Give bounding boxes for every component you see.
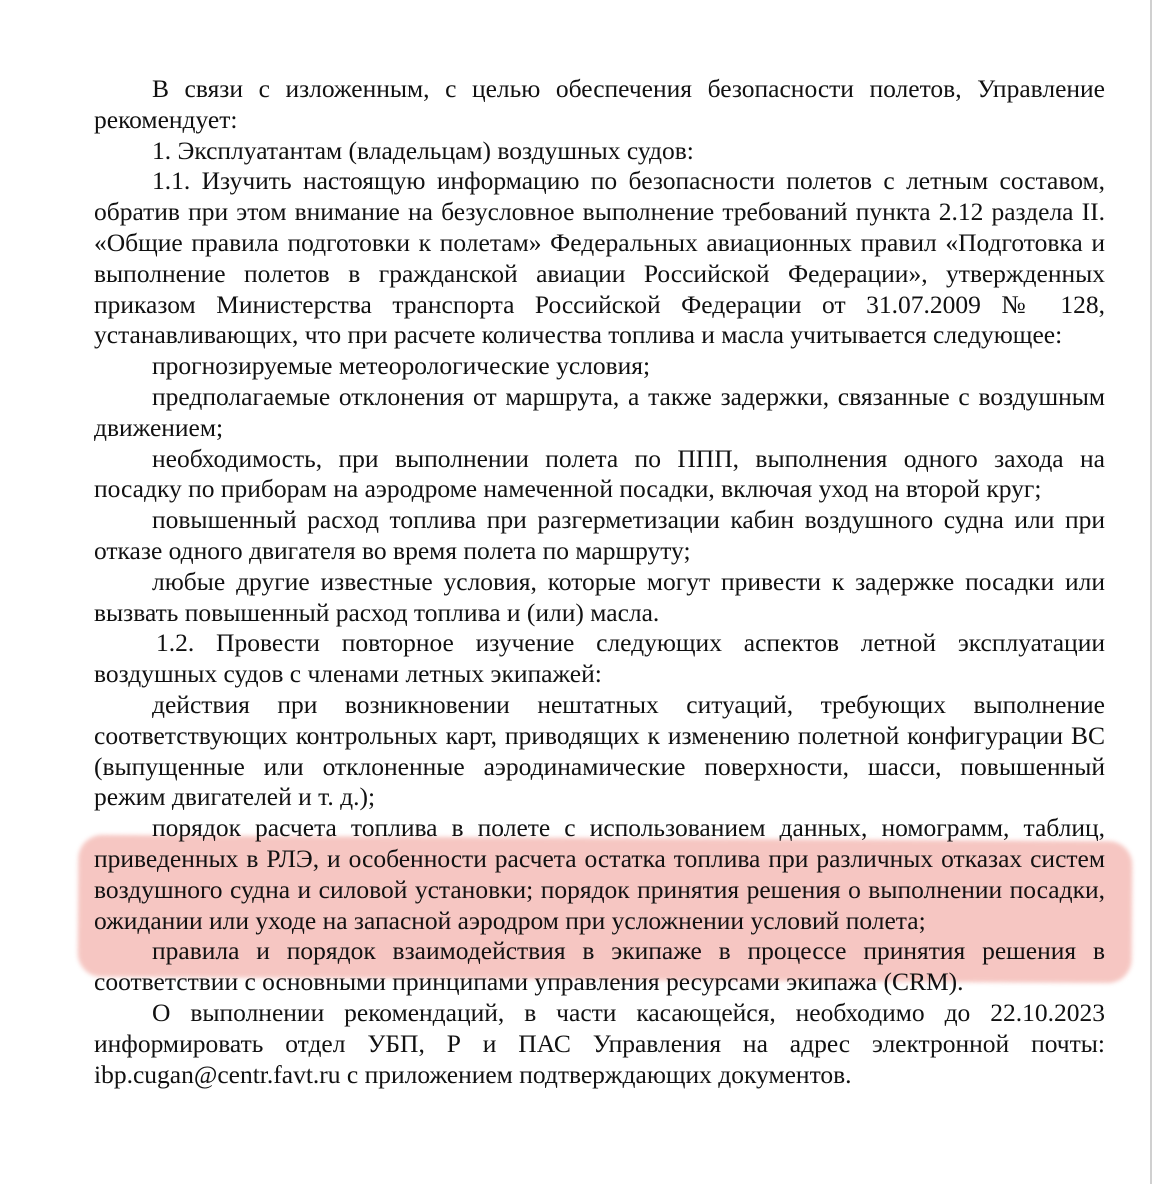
document-body: [94, 74, 1105, 1090]
list-item-route-deviations: предполагаемые отклонения от маршрута, а также задержки, связанные с воздушным движением;: [94, 381, 1105, 442]
list-item-crm: правила и порядок взаимодействия в экипаже в процессе принятия решения в соответствии с основными принципами управления ресурсами экипажа (CRM).: [94, 936, 1105, 997]
page-edge-divider: [1150, 0, 1152, 1184]
list-item-emergency-actions: действия при возникновении нештатных ситуаций, требующих выполнение соответствующих контрольных карт, приводящих к изменению полетной конфигурации ВС (выпущенные или отклоненные аэродинамические поверхности, шасси, повышенный режим двигателей и т. д.);: [94, 689, 1105, 812]
paragraph-reporting: О выполнении рекомендаций, в части касающейся, необходимо до 22.10.2023 информировать отдел УБП, Р и ПАС Управления на адрес электронной почты: ibp.cugan@centr.favt.ru с приложением подтверждающих документов.: [94, 997, 1105, 1089]
list-item-fuel-calculation-highlighted: порядок расчета топлива в полете с использованием данных, номограмм, таблиц, приведенных в РЛЭ, и особенности расчета остатка топлива при различных отказах систем воздушного судна и силовой установки; порядок принятия решения о выполнении посадки, ожидании или уходе на запасной аэродром при усложнении условий полета;: [94, 813, 1105, 935]
list-item-other-conditions: любые другие известные условия, которые могут привести к задержке посадки или вызвать повышенный расход топлива и (или) масла.: [94, 566, 1105, 627]
list-item-fuel-consumption: повышенный расход топлива при разгерметизации кабин воздушного судна или при отказе одного двигателя во время полета по маршруту;: [94, 505, 1105, 565]
paragraph-item-1-1: 1.1. Изучить настоящую информацию по безопасности полетов с летным составом, обратив при этом внимание на безусловное выполнение требований пункта 2.12 раздела II. «Общие правила подготовки к полетам» Федеральных авиационных правил «Подготовка и выполнение полетов в гражданской авиации Российской Федерации», утвержденных приказом Министерства транспорта Российской Федерации от 31.07.2009 № 128, устанавливающих, что при расчете количества топлива и масла учитывается следующее:: [94, 166, 1105, 350]
paragraph-item-1-2: 1.2. Провести повторное изучение следующих аспектов летной эксплуатации воздушных судов с членами летных экипажей:: [94, 628, 1105, 689]
list-item-weather: прогнозируемые метеорологические условия;: [152, 351, 651, 381]
paragraph-intro: В связи с изложенным, с целью обеспечения безопасности полетов, Управление рекомендует:: [94, 74, 1105, 134]
paragraph-item-1: 1. Эксплуатантам (владельцам) воздушных судов:: [152, 135, 694, 165]
list-item-instrument-approach: необходимость, при выполнении полета по ППП, выполнения одного захода на посадку по приборам на аэродроме намеченной посадки, включая уход на второй круг;: [94, 443, 1105, 504]
